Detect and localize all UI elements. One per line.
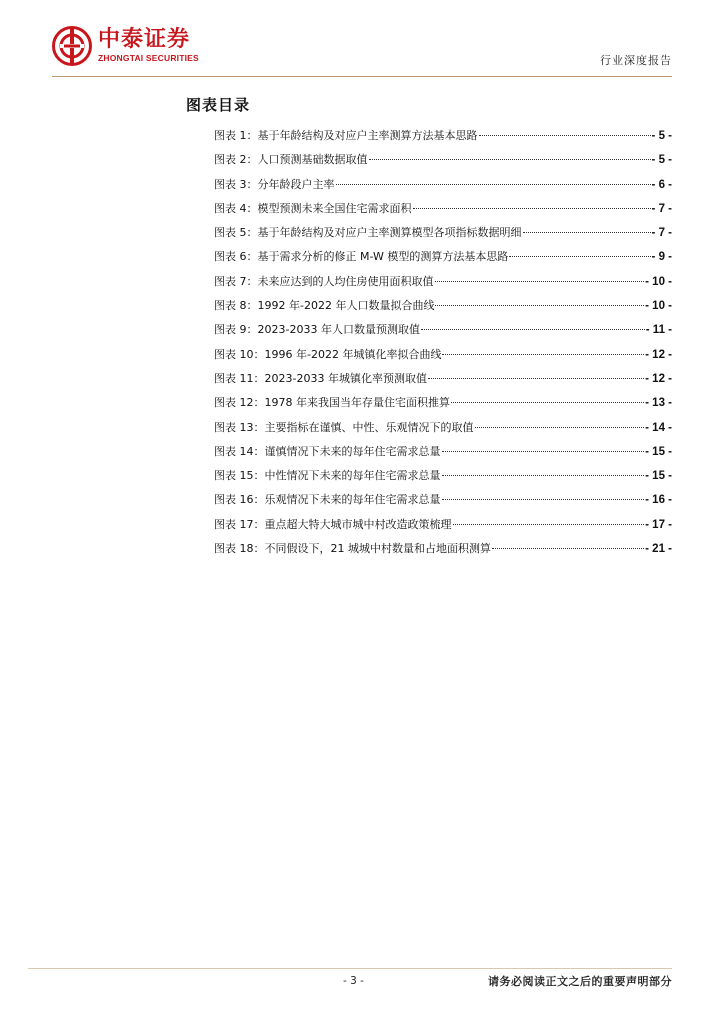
toc-entry[interactable]	[214, 493, 672, 517]
toc-entry[interactable]	[214, 178, 672, 202]
toc-leader-dots	[509, 256, 650, 257]
toc-entry-page: - 12 -	[645, 372, 672, 385]
toc-entry-page: - 11 -	[645, 324, 672, 337]
toc-entry-label: 图表 17：重点超大特大城市城中村改造政策梳理	[214, 517, 452, 531]
toc-entry[interactable]	[214, 299, 672, 323]
toc-entry-page: - 10 -	[645, 300, 672, 313]
toc-entry[interactable]	[214, 396, 672, 420]
toc-entry-page: - 14 -	[645, 421, 672, 434]
toc-entry-page: - 7 -	[651, 202, 672, 215]
toc-entry[interactable]	[214, 275, 672, 299]
toc-entry[interactable]	[214, 348, 672, 372]
brand-name-cn: 中泰证券	[98, 27, 191, 52]
brand-name-en: ZHONGTAI SECURITIES	[98, 53, 199, 63]
header-divider	[52, 76, 672, 77]
toc-entry-label: 图表 9：2023-2033 年人口数量预测取值	[214, 323, 420, 337]
toc-entry-page: - 6 -	[651, 178, 672, 191]
toc-entry-page: - 9 -	[651, 251, 672, 264]
toc-entry-page: - 5 -	[651, 130, 672, 142]
toc-entry-page: - 10 -	[645, 275, 672, 288]
toc-leader-dots	[442, 499, 645, 500]
toc-leader-dots	[413, 208, 651, 209]
toc-entry[interactable]	[214, 518, 672, 542]
toc-entry-label: 图表 10：1996 年-2022 年城镇化率拟合曲线	[214, 347, 442, 361]
toc-entry-page: - 15 -	[645, 445, 672, 458]
toc-entry[interactable]	[214, 250, 672, 274]
toc-entry-label: 图表 2：人口预测基础数据取值	[214, 153, 368, 167]
zhongtai-logo-icon	[52, 26, 92, 66]
disclaimer-note: 请务必阅读正文之后的重要声明部分	[488, 975, 672, 988]
toc-leader-dots	[428, 378, 644, 379]
toc-leader-dots	[451, 402, 644, 403]
brand-logo	[52, 26, 199, 66]
toc-entry-page: - 12 -	[645, 348, 672, 361]
toc-entry[interactable]	[214, 445, 672, 469]
toc-entry-label: 图表 16：乐观情况下未来的每年住宅需求总量	[214, 493, 441, 507]
toc-leader-dots	[442, 354, 644, 355]
toc-leader-dots	[442, 451, 645, 452]
toc-entry-page: - 7 -	[651, 227, 672, 240]
toc-entry-page: - 15 -	[645, 470, 672, 483]
toc-entry-label: 图表 3：分年龄段户主率	[214, 177, 335, 191]
footer-divider	[28, 968, 672, 969]
toc-leader-dots	[442, 475, 645, 476]
toc-entry-page: - 21 -	[645, 543, 672, 556]
toc-leader-dots	[435, 305, 644, 306]
toc-leader-dots	[435, 281, 645, 282]
toc-entry-page: - 16 -	[645, 494, 672, 507]
toc-entry-label: 图表 4：模型预测未来全国住宅需求面积	[214, 201, 412, 215]
toc-entry[interactable]	[214, 469, 672, 493]
toc-leader-dots	[492, 548, 644, 549]
toc-entry[interactable]	[214, 153, 672, 177]
figure-toc-list	[214, 129, 672, 566]
toc-entry-label: 图表 14：谨慎情况下未来的每年住宅需求总量	[214, 444, 441, 458]
report-type-label: 行业深度报告	[600, 54, 672, 67]
toc-leader-dots	[421, 329, 645, 330]
toc-entry-label: 图表 1：基于年龄结构及对应户主率测算方法基本思路	[214, 129, 478, 142]
toc-entry[interactable]	[214, 372, 672, 396]
toc-leader-dots	[453, 524, 645, 525]
toc-entry-label: 图表 5：基于年龄结构及对应户主率测算模型各项指标数据明细	[214, 226, 522, 240]
toc-entry-label: 图表 11：2023-2033 年城镇化率预测取值	[214, 371, 427, 385]
toc-leader-dots	[479, 135, 651, 136]
toc-entry-page: - 17 -	[645, 518, 672, 531]
toc-title: 图表目录	[186, 96, 251, 114]
toc-entry[interactable]	[214, 323, 672, 347]
toc-entry-page: - 5 -	[651, 154, 672, 167]
toc-entry-label: 图表 13：主要指标在谨慎、中性、乐观情况下的取值	[214, 420, 474, 434]
page-number: - 3 -	[343, 975, 364, 987]
toc-entry[interactable]	[214, 542, 672, 566]
toc-leader-dots	[523, 232, 651, 233]
toc-entry-label: 图表 15：中性情况下未来的每年住宅需求总量	[214, 469, 441, 483]
toc-entry[interactable]	[214, 129, 672, 153]
toc-entry-label: 图表 18：不同假设下，21 城城中村数量和占地面积测算	[214, 542, 491, 556]
toc-leader-dots	[336, 184, 651, 185]
brand-wordmark	[98, 28, 199, 64]
toc-entry-label: 图表 7：未来应达到的人均住房使用面积取值	[214, 274, 434, 288]
toc-entry-label: 图表 12：1978 年来我国当年存量住宅面积推算	[214, 396, 450, 410]
page-header	[0, 0, 724, 80]
toc-entry[interactable]	[214, 226, 672, 250]
toc-entry-page: - 13 -	[645, 397, 672, 410]
toc-entry-label: 图表 6：基于需求分析的修正 M-W 模型的测算方法基本思路	[214, 250, 509, 264]
toc-entry-label: 图表 8：1992 年-2022 年人口数量拟合曲线	[214, 299, 435, 313]
toc-entry[interactable]	[214, 421, 672, 445]
toc-leader-dots	[369, 159, 651, 160]
toc-entry[interactable]	[214, 202, 672, 226]
toc-leader-dots	[475, 427, 645, 428]
